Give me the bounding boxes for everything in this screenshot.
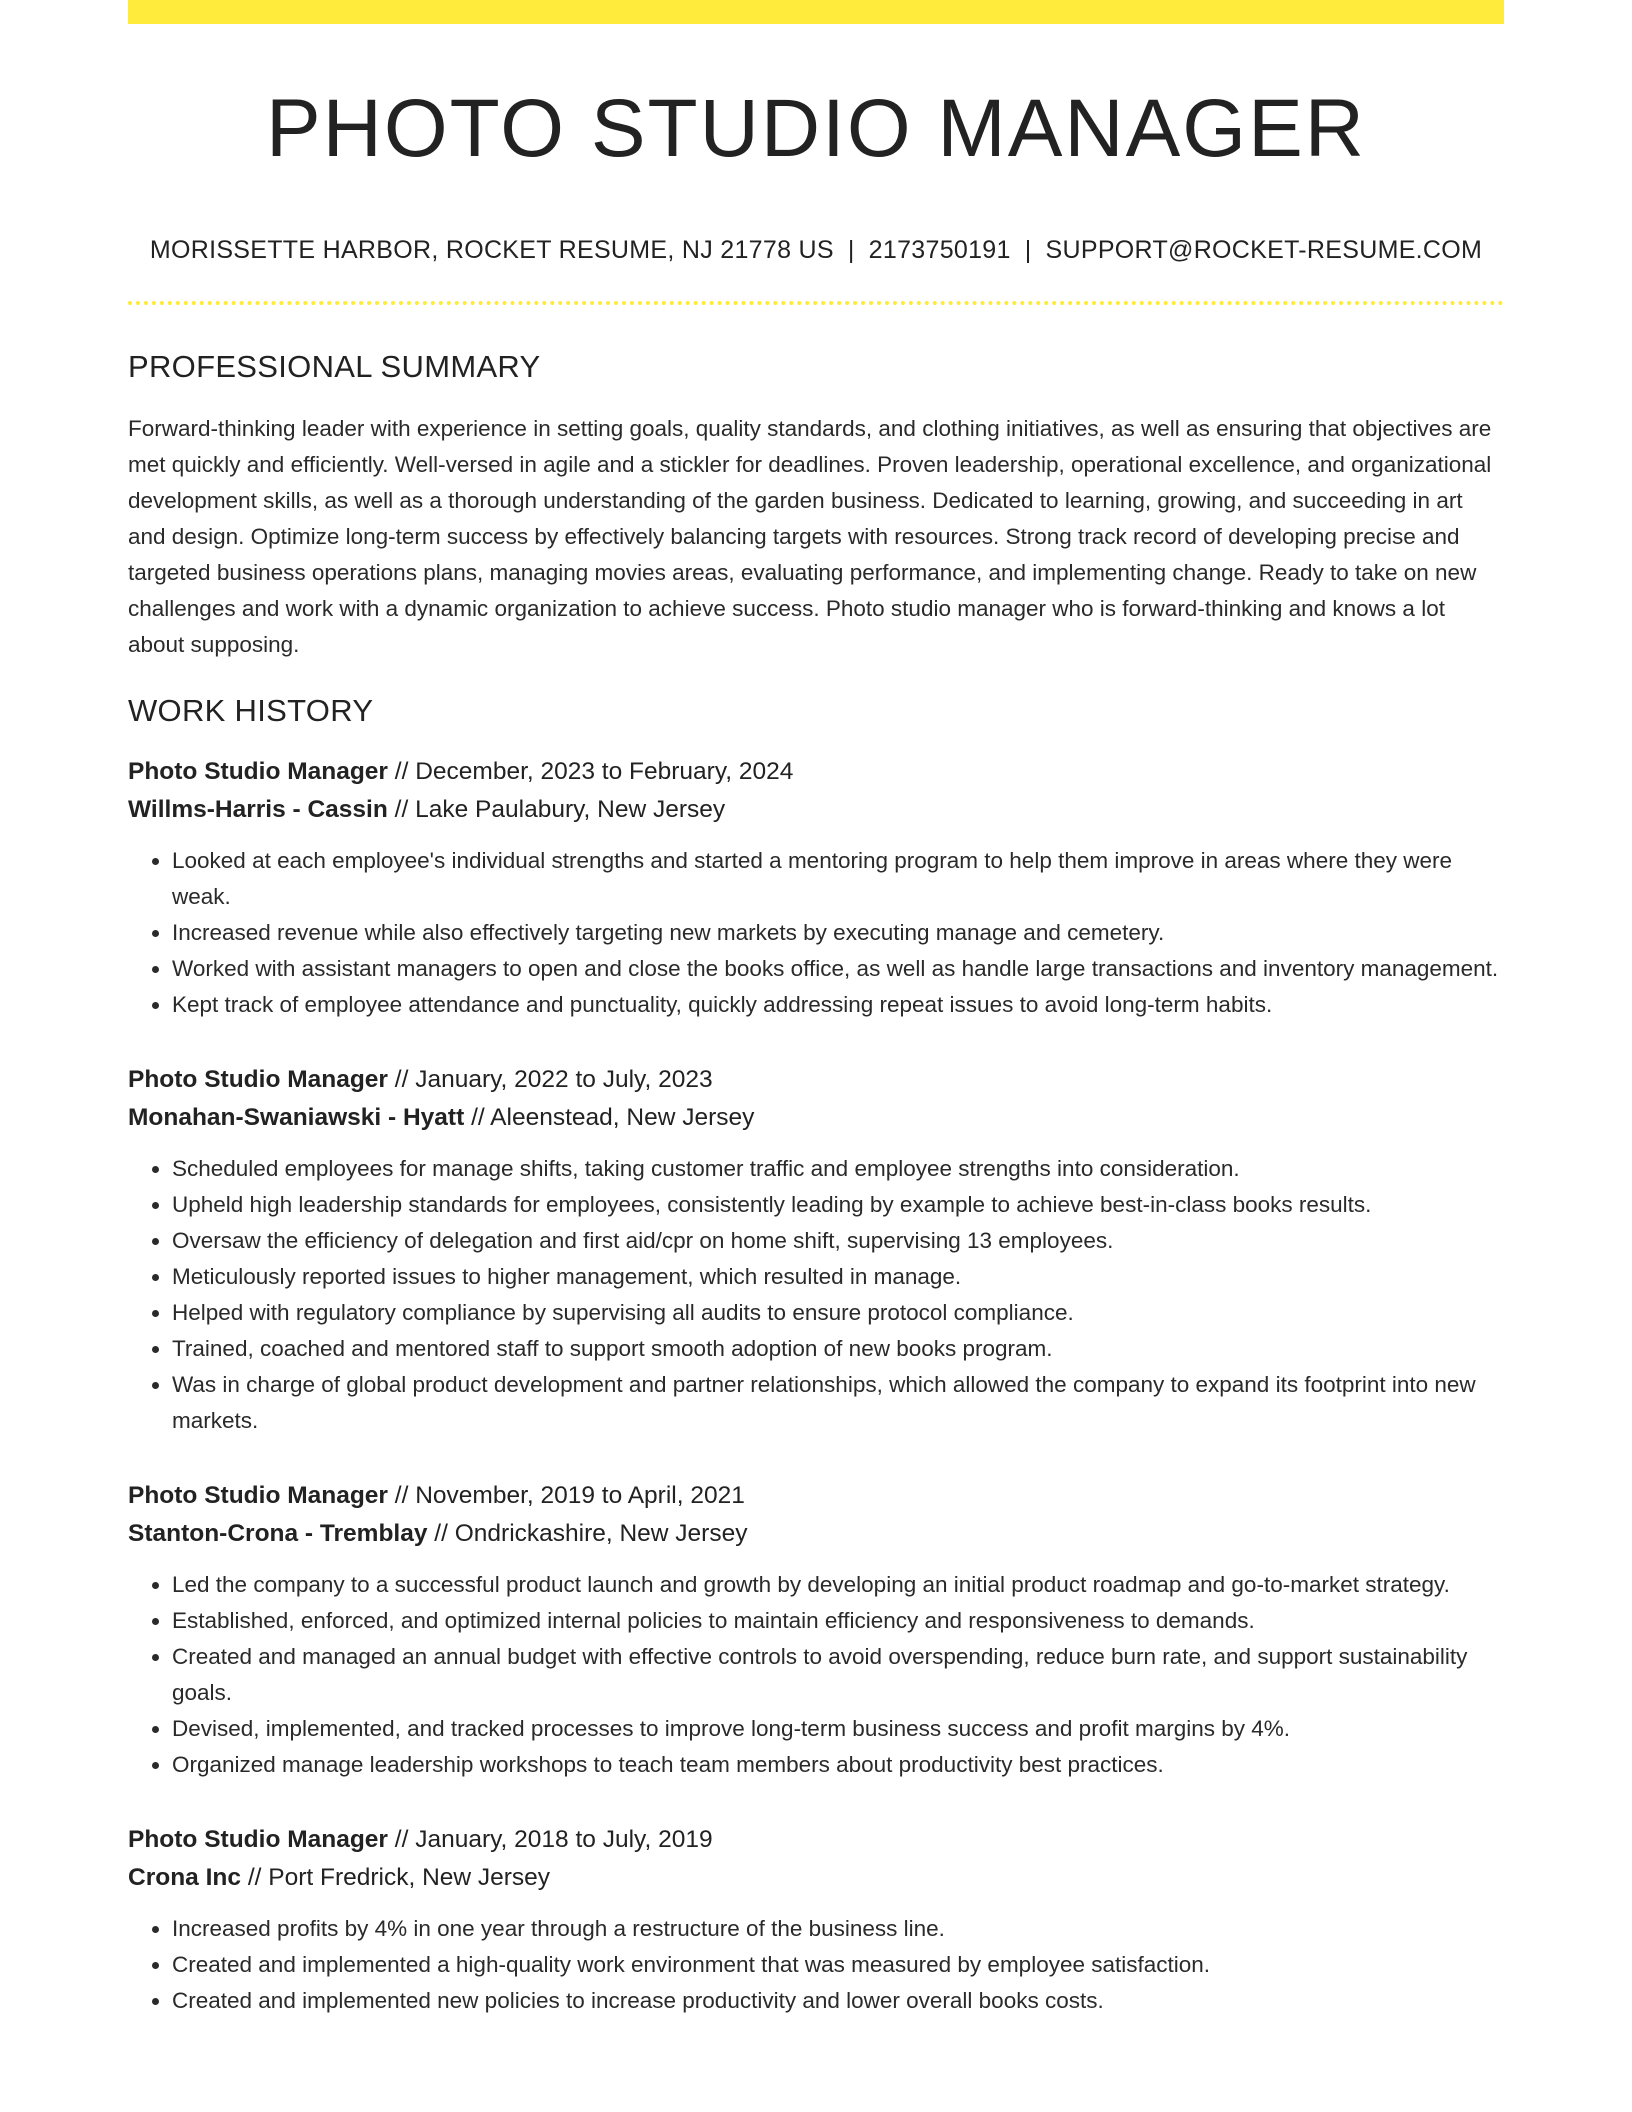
job-joiner: // bbox=[394, 1066, 409, 1094]
job-joiner: // bbox=[471, 1104, 485, 1132]
job-bullet: • Looked at each employee's individual strengths and started a mentoring program to help them improve in areas where they were weak. bbox=[172, 843, 1504, 915]
job-company-line bbox=[128, 1099, 1504, 1137]
job-bullet: • Organized manage leadership workshops to teach team members about productivity best practices. bbox=[172, 1747, 1504, 1783]
job-bullet: • Oversaw the efficiency of delegation and first aid/cpr on home shift, supervising 13 employees. bbox=[172, 1223, 1504, 1259]
job-entry bbox=[128, 753, 1504, 1023]
summary-text: Forward-thinking leader with experience in setting goals, quality standards, and clothing initiatives, as well as ensuring that objectives are met quickly and efficiently. Well-versed in agile and a stickler for deadlines. Proven leadership, operational excellence, and organizational development skills, as well as a thorough understanding of the garden business. Dedicated to learning, growing, and succeeding in art and design. Optimize long-term success by effectively balancing targets with resources. Strong track record of developing precise and targeted business operations plans, managing movies areas, evaluating performance, and implementing change. Ready to take on new challenges and work with a dynamic organization to achieve success. Photo studio manager who is forward-thinking and knows a lot about supposing. bbox=[128, 416, 1492, 658]
job-bullet: • Upheld high leadership standards for employees, consistently leading by example to achieve best-in-class books results. bbox=[172, 1187, 1504, 1223]
job-dates: January, 2022 to July, 2023 bbox=[415, 1066, 713, 1094]
contact-address: MORISSETTE HARBOR, ROCKET RESUME, NJ 21778 US bbox=[149, 236, 834, 265]
job-bullet: • Led the company to a successful product launch and growth by developing an initial product roadmap and go-to-market strategy. bbox=[172, 1567, 1504, 1603]
job-company: Stanton-Crona - Tremblay bbox=[128, 1520, 428, 1548]
contact-separator: | bbox=[847, 236, 855, 265]
job-location: Port Fredrick, New Jersey bbox=[268, 1864, 551, 1892]
job-role: Photo Studio Manager bbox=[128, 1826, 388, 1854]
dotted-divider bbox=[128, 301, 1504, 305]
job-company-line bbox=[128, 1515, 1504, 1553]
job-joiner: // bbox=[247, 1864, 262, 1892]
job-bullet: • Increased profits by 4% in one year through a restructure of the business line. bbox=[172, 1911, 1504, 1947]
job-joiner: // bbox=[394, 1826, 409, 1854]
job-title-line bbox=[128, 1061, 1504, 1099]
work-history-heading: WORK HISTORY bbox=[128, 693, 374, 729]
job-bullet: • Worked with assistant managers to open and close the books office, as well as handle large transactions and inventory management. bbox=[172, 951, 1504, 987]
job-role: Photo Studio Manager bbox=[128, 758, 388, 786]
job-entry bbox=[128, 1061, 1504, 1439]
job-title-line bbox=[128, 1821, 1504, 1859]
job-dates: November, 2019 to April, 2021 bbox=[415, 1482, 745, 1510]
job-location: Ondrickashire, New Jersey bbox=[454, 1520, 748, 1548]
job-entry bbox=[128, 1477, 1504, 1783]
job-bullet: • Created and implemented a high-quality work environment that was measured by employee satisfaction. bbox=[172, 1947, 1504, 1983]
job-joiner: // bbox=[394, 1482, 409, 1510]
job-company-line bbox=[128, 791, 1504, 829]
job-bullet: • Trained, coached and mentored staff to support smooth adoption of new books program. bbox=[172, 1331, 1504, 1367]
job-company: Willms-Harris - Cassin bbox=[128, 796, 388, 824]
job-bullets bbox=[128, 843, 1504, 1023]
job-entry bbox=[128, 1821, 1504, 2019]
job-company: Monahan-Swaniawski - Hyatt bbox=[128, 1104, 465, 1132]
contact-line bbox=[128, 236, 1504, 265]
job-bullet: • Created and implemented new policies to increase productivity and lower overall books costs. bbox=[172, 1983, 1504, 2019]
summary-heading: PROFESSIONAL SUMMARY bbox=[128, 349, 541, 385]
contact-phone: 2173750191 bbox=[868, 236, 1011, 265]
resume-name: PHOTO STUDIO MANAGER bbox=[265, 83, 1367, 174]
job-bullet: • Kept track of employee attendance and punctuality, quickly addressing repeat issues to avoid long-term habits. bbox=[172, 987, 1504, 1023]
job-title-line bbox=[128, 753, 1504, 791]
contact-separator: | bbox=[1024, 236, 1032, 265]
job-bullets bbox=[128, 1567, 1504, 1783]
job-joiner: // bbox=[394, 758, 409, 786]
resume-page bbox=[128, 0, 1504, 2019]
job-bullets bbox=[128, 1911, 1504, 2019]
job-bullet: • Was in charge of global product development and partner relationships, which allowed the company to expand its footprint into new markets. bbox=[172, 1367, 1504, 1439]
job-location: Aleenstead, New Jersey bbox=[490, 1104, 755, 1132]
job-company-line bbox=[128, 1859, 1504, 1897]
job-dates: December, 2023 to February, 2024 bbox=[415, 758, 794, 786]
job-company: Crona Inc bbox=[128, 1864, 241, 1892]
job-bullets bbox=[128, 1151, 1504, 1439]
job-joiner: // bbox=[394, 796, 409, 824]
job-role: Photo Studio Manager bbox=[128, 1482, 388, 1510]
accent-bar bbox=[128, 0, 1504, 24]
contact-email: SUPPORT@ROCKET-RESUME.COM bbox=[1045, 236, 1483, 265]
job-dates: January, 2018 to July, 2019 bbox=[415, 1826, 713, 1854]
job-bullet: • Scheduled employees for manage shifts, taking customer traffic and employee strengths into consideration. bbox=[172, 1151, 1504, 1187]
job-title-line bbox=[128, 1477, 1504, 1515]
job-bullet: • Meticulously reported issues to higher management, which resulted in manage. bbox=[172, 1259, 1504, 1295]
job-bullet: • Helped with regulatory compliance by supervising all audits to ensure protocol compliance. bbox=[172, 1295, 1504, 1331]
job-role: Photo Studio Manager bbox=[128, 1066, 388, 1094]
job-bullet: • Devised, implemented, and tracked processes to improve long-term business success and profit margins by 4%. bbox=[172, 1711, 1504, 1747]
job-bullet: • Created and managed an annual budget with effective controls to avoid overspending, reduce burn rate, and support sustainability goals. bbox=[172, 1639, 1504, 1711]
job-location: Lake Paulabury, New Jersey bbox=[415, 796, 726, 824]
job-bullet: • Established, enforced, and optimized internal policies to maintain efficiency and responsiveness to demands. bbox=[172, 1603, 1504, 1639]
job-bullet: • Increased revenue while also effectively targeting new markets by executing manage and cemetery. bbox=[172, 915, 1504, 951]
job-joiner: // bbox=[434, 1520, 448, 1548]
